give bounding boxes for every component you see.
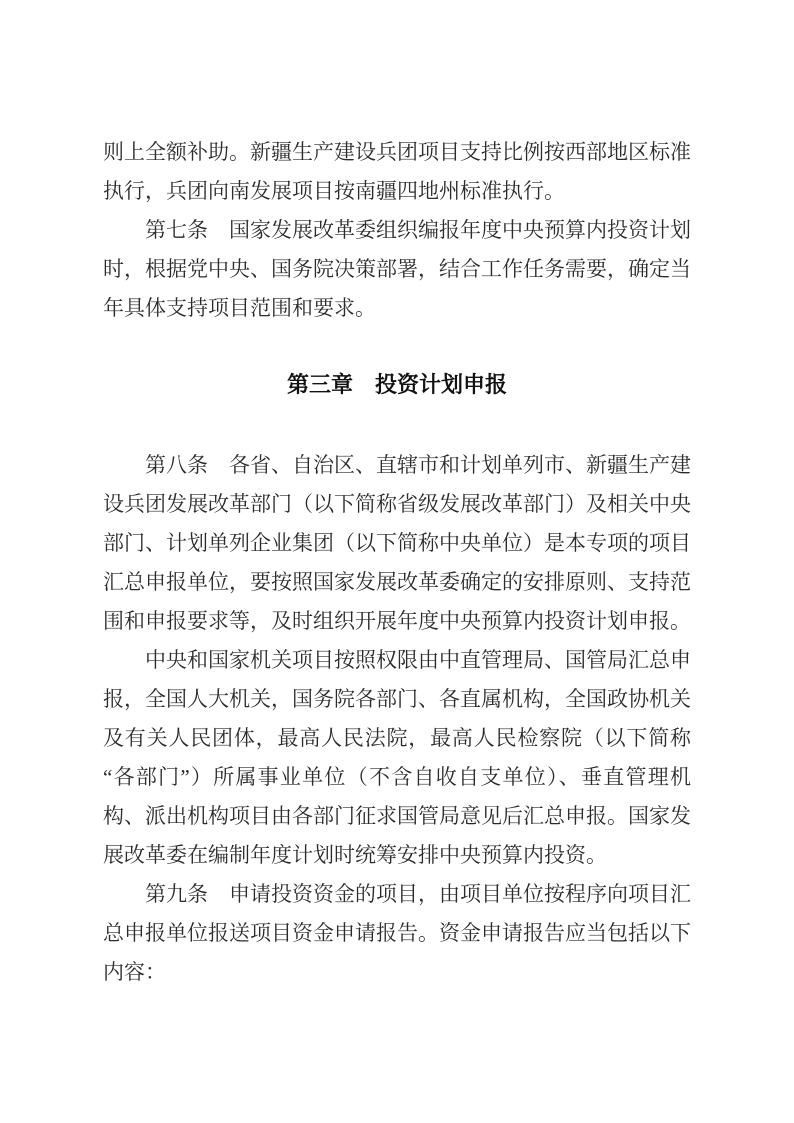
chapter-heading: 第三章 投资计划申报: [286, 372, 507, 397]
paragraph-article-8: [103, 446, 691, 641]
text-line: 执行，兵团向南发展项目按南疆四地州标准执行。: [103, 179, 565, 203]
text-line: 设兵团发展改革部门（以下简称省级发展改革部门）及相关中央: [103, 492, 691, 516]
text-line: 则上全额补助。新疆生产建设兵团项目支持比例按西部地区标准: [103, 140, 691, 164]
paragraph-continuation: [103, 133, 691, 211]
text-line: 围和申报要求等，及时组织开展年度中央预算内投资计划申报。: [103, 609, 691, 633]
text-line: 第九条 申请投资资金的项目，由项目单位按程序向项目汇: [145, 882, 691, 906]
paragraph-central-agencies: [103, 641, 691, 875]
text-line: “各部门”）所属事业单位（不含自收自支单位）、垂直管理机: [103, 765, 691, 789]
text-line: 报，全国人大机关，国务院各部门、各直属机构，全国政协机关: [103, 687, 691, 711]
paragraph-article-7: [103, 211, 691, 328]
text-line: 内容：: [103, 960, 166, 984]
text-line: 第八条 各省、自治区、直辖市和计划单列市、新疆生产建: [145, 453, 691, 477]
text-line: 汇总申报单位，要按照国家发展改革委确定的安排原则、支持范: [103, 570, 691, 594]
page-content: [103, 133, 691, 992]
text-line: 部门、计划单列企业集团（以下简称中央单位）是本专项的项目: [103, 531, 691, 555]
text-line: 及有关人民团体，最高人民法院，最高人民检察院（以下简称: [103, 726, 691, 750]
text-line: 构、派出机构项目由各部门征求国管局意见后汇总申报。国家发: [103, 804, 691, 828]
text-line: 展改革委在编制年度计划时统筹安排中央预算内投资。: [103, 843, 607, 867]
text-line: 第七条 国家发展改革委组织编报年度中央预算内投资计划: [145, 218, 691, 242]
text-line: 时，根据党中央、国务院决策部署，结合工作任务需要，确定当: [103, 257, 691, 281]
text-line: 年具体支持项目范围和要求。: [103, 296, 376, 320]
text-line: 中央和国家机关项目按照权限由中直管理局、国管局汇总申: [145, 648, 691, 672]
text-line: 总申报单位报送项目资金申请报告。资金申请报告应当包括以下: [103, 921, 691, 945]
paragraph-article-9: [103, 875, 691, 992]
